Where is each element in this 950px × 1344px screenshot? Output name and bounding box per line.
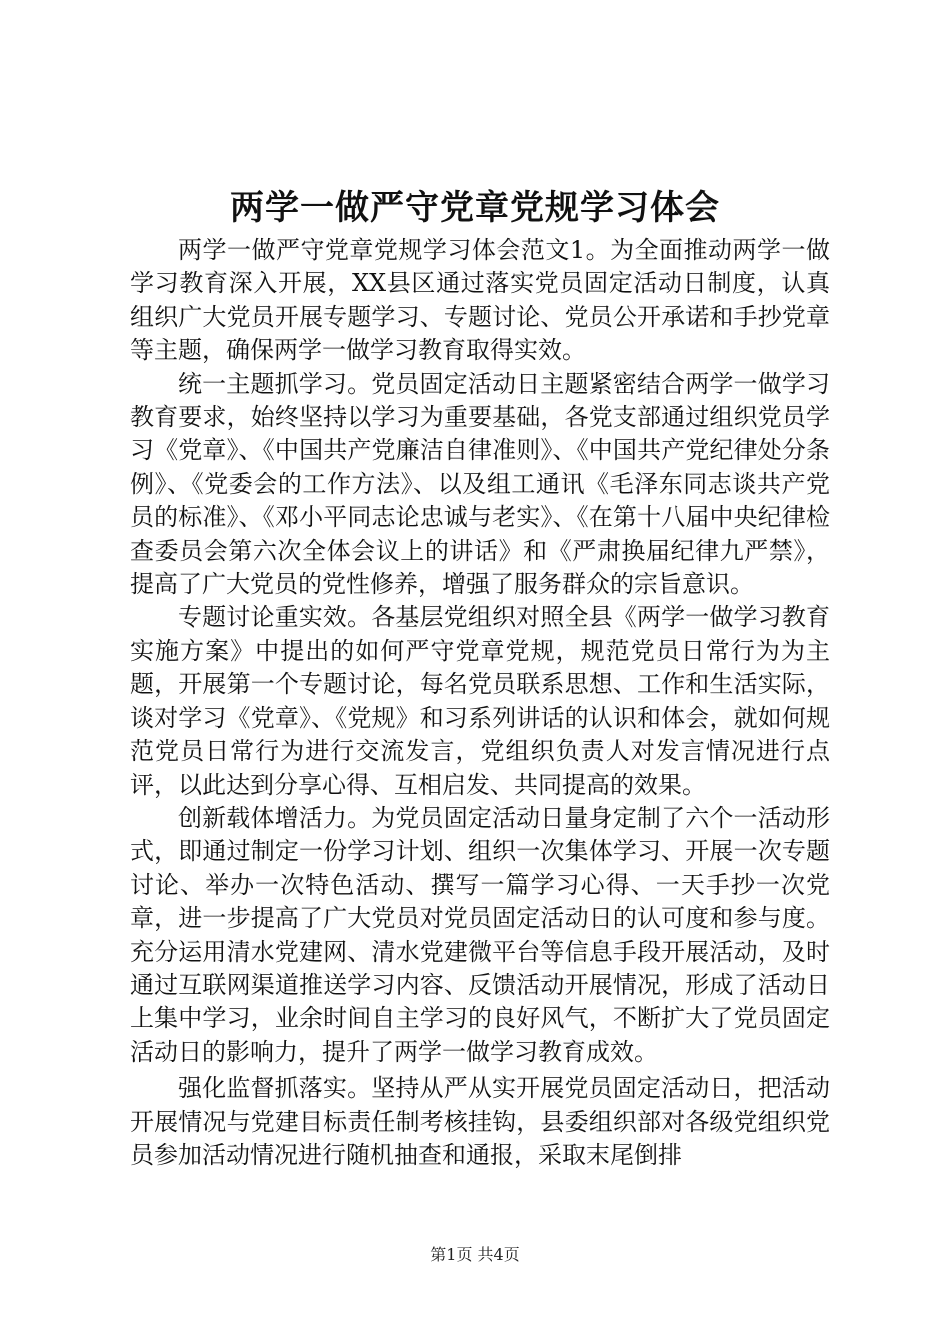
document-title: 两学一做严守党章党规学习体会 [230,188,720,228]
paragraph-intro: 两学一做严守党章党规学习体会范文1。为全面推动两学一做学习教育深入开展，XX县区通过落实党员固定活动日制度，认真组织广大党员开展专题学习、专题讨论、党员公开承诺和手抄党章等主题，确保两学一做学习教育取得实效。 [130,236,830,365]
document-body [130,234,830,1172]
page-number: 第1页 共4页 [430,1245,520,1264]
page-footer [0,1244,950,1266]
paragraph-supervision: 强化监督抓落实。坚持从严从实开展党员固定活动日，把活动开展情况与党建目标责任制考核挂钩，县委组织部对各级党组织党员参加活动情况进行随机抽查和通报，采取末尾倒排 [130,1074,830,1169]
paragraph-discussion: 专题讨论重实效。各基层党组织对照全县《两学一做学习教育实施方案》中提出的如何严守党章党规，规范党员日常行为为主题，开展第一个专题讨论，每名党员联系思想、工作和生活实际，谈对学习《党章》、《党规》和习系列讲话的认识和体会，就如何规范党员日常行为进行交流发言，党组织负责人对发言情况进行点评，以此达到分享心得、互相启发、共同提高的效果。 [130,603,830,799]
paragraph-study: 统一主题抓学习。党员固定活动日主题紧密结合两学一做学习教育要求，始终坚持以学习为重要基础，各党支部通过组织党员学习《党章》、《中国共产党廉洁自律准则》、《中国共产党纪律处分条例》、《党委会的工作方法》、以及组工通讯《毛泽东同志谈共产党员的标准》、《邓小平同志论忠诚与老实》、《在第十八届中央纪律检查委员会第六次全体会议上的讲话》和《严肃换届纪律九严禁》，提高了广大党员的党性修养，增强了服务群众的宗旨意识。 [130,369,830,599]
paragraph-innovation: 创新载体增活力。为党员固定活动日量身定制了六个一活动形式，即通过制定一份学习计划、组织一次集体学习、开展一次专题讨论、举办一次特色活动、撰写一篇学习心得、一天手抄一次党章，进一步提高了广大党员对党员固定活动日的认可度和参与度。充分运用清水党建网、清水党建微平台等信息手段开展活动，及时通过互联网渠道推送学习内容、反馈活动开展情况，形成了活动日上集中学习，业余时间自主学习的良好风气，不断扩大了党员固定活动日的影响力，提升了两学一做学习教育成效。 [130,803,830,1066]
